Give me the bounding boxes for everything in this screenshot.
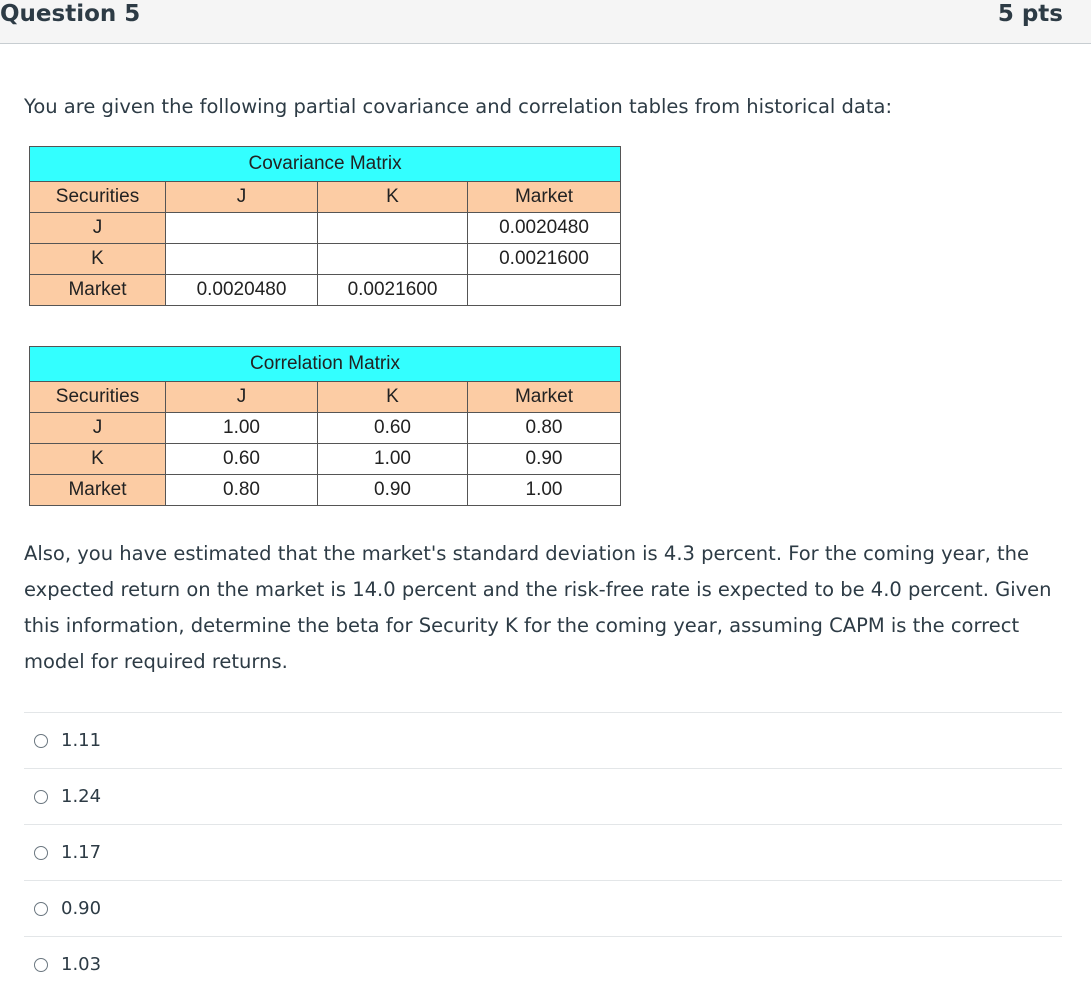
cor-header-cell: Securities xyxy=(30,382,166,413)
cor-header-cell: J xyxy=(166,382,318,413)
cov-row-label: J xyxy=(30,213,166,244)
cov-cell: 0.0020480 xyxy=(468,213,621,244)
cor-cell: 1.00 xyxy=(318,444,468,475)
cor-row-label: K xyxy=(30,444,166,475)
cor-cell: 0.90 xyxy=(318,475,468,506)
radio-button[interactable] xyxy=(34,734,48,748)
answer-option[interactable] xyxy=(24,712,1062,768)
question-points: 5 pts xyxy=(997,1,1063,27)
cor-cell: 1.00 xyxy=(468,475,621,506)
cov-cell: 0.0021600 xyxy=(318,275,468,306)
radio-button[interactable] xyxy=(34,958,48,972)
answer-label: 1.11 xyxy=(61,730,102,751)
cov-header-cell: Market xyxy=(468,182,621,213)
cor-header-cell: Market xyxy=(468,382,621,413)
answer-label: 0.90 xyxy=(61,898,102,919)
covariance-title: Covariance Matrix xyxy=(30,147,621,182)
question-intro: You are given the following partial covariance and correlation tables from historical data: xyxy=(24,95,893,118)
question-title: Question 5 xyxy=(0,1,141,27)
cor-cell: 0.60 xyxy=(318,413,468,444)
answer-label: 1.03 xyxy=(61,954,102,975)
answer-option[interactable] xyxy=(24,768,1062,824)
answer-label: 1.17 xyxy=(61,842,102,863)
answer-option[interactable] xyxy=(24,824,1062,880)
cov-header-cell: K xyxy=(318,182,468,213)
cov-cell xyxy=(166,213,318,244)
cor-cell: 0.60 xyxy=(166,444,318,475)
answer-option[interactable] xyxy=(24,880,1062,936)
cor-row-label: J xyxy=(30,413,166,444)
cov-cell xyxy=(468,275,621,306)
answer-list xyxy=(24,712,1062,992)
cor-cell: 0.80 xyxy=(166,475,318,506)
cor-cell: 0.80 xyxy=(468,413,621,444)
covariance-table xyxy=(29,146,621,306)
cor-row-label: Market xyxy=(30,475,166,506)
answer-label: 1.24 xyxy=(61,786,102,807)
answer-option[interactable] xyxy=(24,936,1062,992)
cor-cell: 0.90 xyxy=(468,444,621,475)
cov-cell: 0.0020480 xyxy=(166,275,318,306)
radio-button[interactable] xyxy=(34,902,48,916)
cov-header-cell: J xyxy=(166,182,318,213)
question-body: Also, you have estimated that the market's standard deviation is 4.3 percent. For the coming year, the expected return on the market is 14.0 percent and the risk-free rate is expected to be 4.0 percent. Given this information, determine the beta for Security K for the coming year, assuming CAPM is the correct model for required returns. xyxy=(24,542,1052,673)
cov-cell xyxy=(166,244,318,275)
cov-row-label: K xyxy=(30,244,166,275)
cor-header-cell: K xyxy=(318,382,468,413)
cov-cell: 0.0021600 xyxy=(468,244,621,275)
question-header xyxy=(0,0,1091,44)
cor-cell: 1.00 xyxy=(166,413,318,444)
cov-row-label: Market xyxy=(30,275,166,306)
radio-button[interactable] xyxy=(34,846,48,860)
correlation-title: Correlation Matrix xyxy=(30,347,621,382)
cov-cell xyxy=(318,213,468,244)
cov-cell xyxy=(318,244,468,275)
cov-header-cell: Securities xyxy=(30,182,166,213)
correlation-table xyxy=(29,346,621,506)
radio-button[interactable] xyxy=(34,790,48,804)
